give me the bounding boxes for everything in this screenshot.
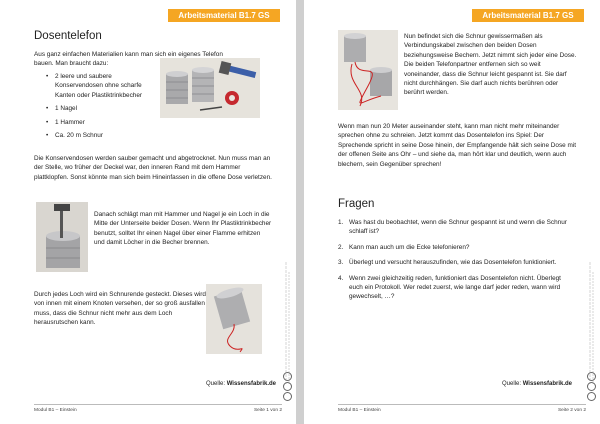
materials-photo bbox=[160, 58, 260, 118]
list-item: • 1 Hammer bbox=[44, 118, 160, 127]
cleaning-text bbox=[34, 154, 272, 182]
source-label: Quelle: bbox=[206, 381, 227, 387]
page-footer bbox=[338, 404, 586, 413]
list-item: • 1 Nagel bbox=[44, 104, 160, 113]
question-number: 3. bbox=[338, 259, 344, 267]
page-footer bbox=[34, 404, 282, 413]
question-text: Was hast du beobachtet, wenn die Schnur gespannt ist und wenn die Schnur schlaff ist? bbox=[349, 219, 567, 236]
accent-bar bbox=[304, 0, 600, 4]
question-item bbox=[338, 258, 572, 267]
list-item: • Ca. 20 m Schnur bbox=[44, 131, 160, 140]
source-label: Quelle: bbox=[502, 381, 523, 387]
source-name: Wissensfabrik.de bbox=[522, 381, 572, 387]
question-text: Wenn zwei gleichzeitig reden, funktioniert das Dosentelefon nicht. Überlegt euch ein Protokoll. Wer redet zuerst, wie lange darf jeder reden, wann wird gewechselt, …? bbox=[349, 274, 561, 301]
string-text bbox=[34, 290, 208, 328]
page-title: Dosentelefon bbox=[34, 30, 102, 42]
string-paragraph: Durch jedes Loch wird ein Schnurende gesteckt. Dieses wird von innen mit einem Knoten versehen, der so groß ausfallen muss, dass die Schnur nicht mehr aus dem Loch herausrutschen kann. bbox=[34, 291, 206, 327]
question-number: 1. bbox=[338, 219, 344, 226]
hole-paragraph: Danach schlägt man mit Hammer und Nagel je ein Loch in die Mitte der Unterseite beider Dosen. Wenn Ihr Plastiktrinkbecher benutzt, solltet Ihr einen Nagel über einer Flamme erhitzen und damit Löcher in die Becher brennen. bbox=[94, 211, 272, 247]
question-item bbox=[338, 243, 572, 252]
question-item bbox=[338, 218, 572, 237]
hammer-nail-photo bbox=[36, 202, 88, 272]
question-text: Kann man auch um die Ecke telefonieren? bbox=[349, 243, 470, 251]
footer-page-number: Seite 1 von 2 bbox=[253, 408, 282, 413]
cc-license-icon bbox=[587, 372, 597, 402]
connection-text bbox=[404, 32, 578, 98]
source-name: Wissensfabrik.de bbox=[226, 381, 276, 387]
string-can-photo bbox=[206, 284, 262, 354]
question-number: 4. bbox=[338, 274, 344, 282]
questions-title: Fragen bbox=[338, 198, 375, 210]
list-item: • 2 leere und saubere Konservendosen ohne scharfe Kanten oder Plastiktrinkbecher bbox=[44, 72, 160, 100]
question-number: 2. bbox=[338, 243, 344, 251]
material-badge: Arbeitsmaterial B1.7 GS bbox=[168, 9, 280, 22]
accent-bar bbox=[0, 0, 296, 4]
intro-paragraph: Aus ganz einfachen Materialien kann man sich ein eigenes Telefon bauen. Man braucht dazu: bbox=[34, 51, 223, 68]
materials-list bbox=[44, 72, 160, 144]
distance-paragraph: Wenn man nun 20 Meter auseinander steht, kann man nicht mehr miteinander sprechen ohne zu schreien. Jetzt kommt das Dosentelefon ins Spiel: Der Sprechende spricht in seine Dose hinein, der Empfangende hält sich seine Dose mit der offenen Seite ans Ohr – und siehe da, man hört klar und deutlich, wenn auch blechern, sein Gegenüber sprechen! bbox=[338, 123, 577, 168]
question-item bbox=[338, 274, 572, 302]
cc-license-icon bbox=[283, 372, 293, 402]
connection-paragraph: Nun befindet sich die Schnur gewissermaßen als Verbindungskabel zwischen den beiden Dosen beziehungsweise Bechern. Jetzt nimmt sich jeder eine Dose. Die beiden Telefonpartner entfernen sich so weit voneinander, dass die Schnur leicht gespannt ist. Sie darf nicht durchhängen. Sie darf auch nichts berühren oder berührt werden. bbox=[404, 33, 577, 97]
footer-page-number: Seite 2 von 2 bbox=[557, 408, 586, 413]
can-telephone-photo bbox=[338, 30, 398, 110]
license-note bbox=[588, 262, 596, 384]
source-credit bbox=[502, 381, 572, 387]
license-note bbox=[284, 262, 292, 384]
question-text: Überlegt und versucht herauszufinden, wie das Dosentelefon funktioniert. bbox=[349, 259, 557, 267]
distance-text bbox=[338, 122, 578, 169]
hole-text bbox=[94, 210, 272, 248]
cleaning-paragraph: Die Konservendosen werden sauber gemacht und abgetrocknet. Nun muss man an der Stelle, wo früher der Deckel war, den inneren Rand mit dem Hammer plattklopfen. Sonst könnte man sich beim Hineinfassen in die offene Dose verletzen. bbox=[34, 155, 272, 181]
worksheet-page-1 bbox=[0, 0, 296, 424]
footer-module: Modul B1 – Einstein bbox=[34, 408, 77, 413]
source-credit bbox=[206, 381, 276, 387]
footer-module: Modul B1 – Einstein bbox=[338, 408, 381, 413]
questions-list bbox=[338, 218, 572, 308]
worksheet-page-2 bbox=[304, 0, 600, 424]
material-badge: Arbeitsmaterial B1.7 GS bbox=[472, 9, 584, 22]
